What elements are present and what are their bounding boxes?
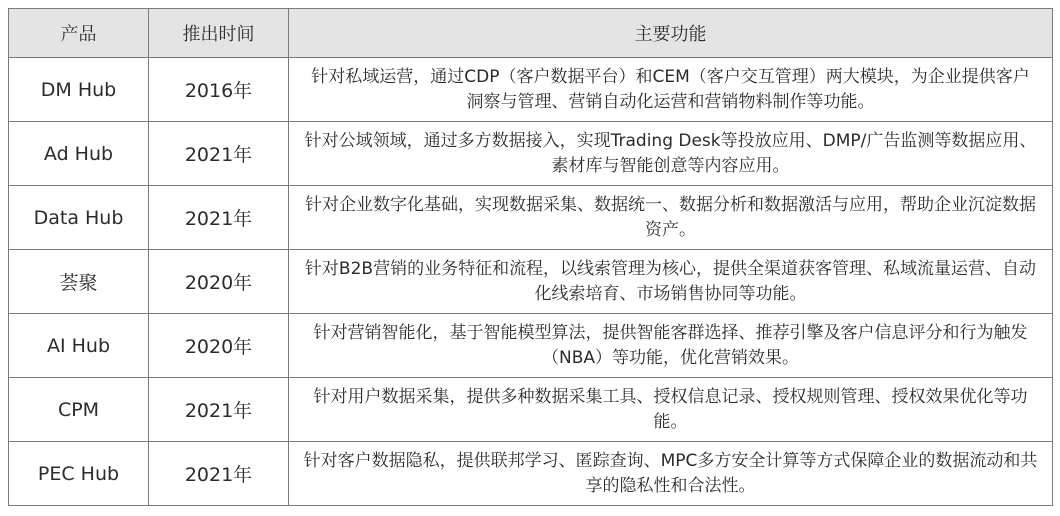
description-cell: 针对用户数据采集，提供多种数据采集工具、授权信息记录、授权规则管理、授权效果优化等功能。	[289, 378, 1053, 442]
header-row	[9, 9, 1053, 58]
product-table	[8, 8, 1053, 506]
table-row	[9, 250, 1053, 314]
product-cell: CPM	[9, 378, 149, 442]
description-cell: 针对私域运营，通过CDP（客户数据平台）和CEM（客户交互管理）两大模块，为企业提供客户洞察与管理、营销自动化运营和营销物料制作等功能。	[289, 58, 1053, 122]
table-row	[9, 186, 1053, 250]
year-cell: 2021年	[149, 122, 289, 186]
year-cell: 2020年	[149, 314, 289, 378]
product-cell: Ad Hub	[9, 122, 149, 186]
product-cell: 荟聚	[9, 250, 149, 314]
table-header	[9, 9, 1053, 58]
header-product: 产品	[9, 9, 149, 58]
year-cell: 2020年	[149, 250, 289, 314]
year-cell: 2021年	[149, 186, 289, 250]
product-cell: Data Hub	[9, 186, 149, 250]
product-cell: PEC Hub	[9, 442, 149, 506]
description-cell: 针对公域领域，通过多方数据接入，实现Trading Desk等投放应用、DMP/广告监测等数据应用、素材库与智能创意等内容应用。	[289, 122, 1053, 186]
year-cell: 2021年	[149, 442, 289, 506]
year-cell: 2021年	[149, 378, 289, 442]
description-cell: 针对企业数字化基础，实现数据采集、数据统一、数据分析和数据激活与应用，帮助企业沉淀数据资产。	[289, 186, 1053, 250]
table-row	[9, 314, 1053, 378]
description-cell: 针对客户数据隐私，提供联邦学习、匿踪查询、MPC多方安全计算等方式保障企业的数据流动和共享的隐私性和合法性。	[289, 442, 1053, 506]
table-body	[9, 58, 1053, 506]
description-cell: 针对B2B营销的业务特征和流程，以线索管理为核心，提供全渠道获客管理、私域流量运营、自动化线索培育、市场销售协同等功能。	[289, 250, 1053, 314]
product-cell: DM Hub	[9, 58, 149, 122]
table-row	[9, 122, 1053, 186]
product-table-container	[8, 8, 1052, 506]
product-cell: AI Hub	[9, 314, 149, 378]
table-row	[9, 442, 1053, 506]
header-launch-time: 推出时间	[149, 9, 289, 58]
description-cell: 针对营销智能化，基于智能模型算法，提供智能客群选择、推荐引擎及客户信息评分和行为触发（NBA）等功能，优化营销效果。	[289, 314, 1053, 378]
year-cell: 2016年	[149, 58, 289, 122]
table-row	[9, 378, 1053, 442]
header-main-functions: 主要功能	[289, 9, 1053, 58]
table-row	[9, 58, 1053, 122]
